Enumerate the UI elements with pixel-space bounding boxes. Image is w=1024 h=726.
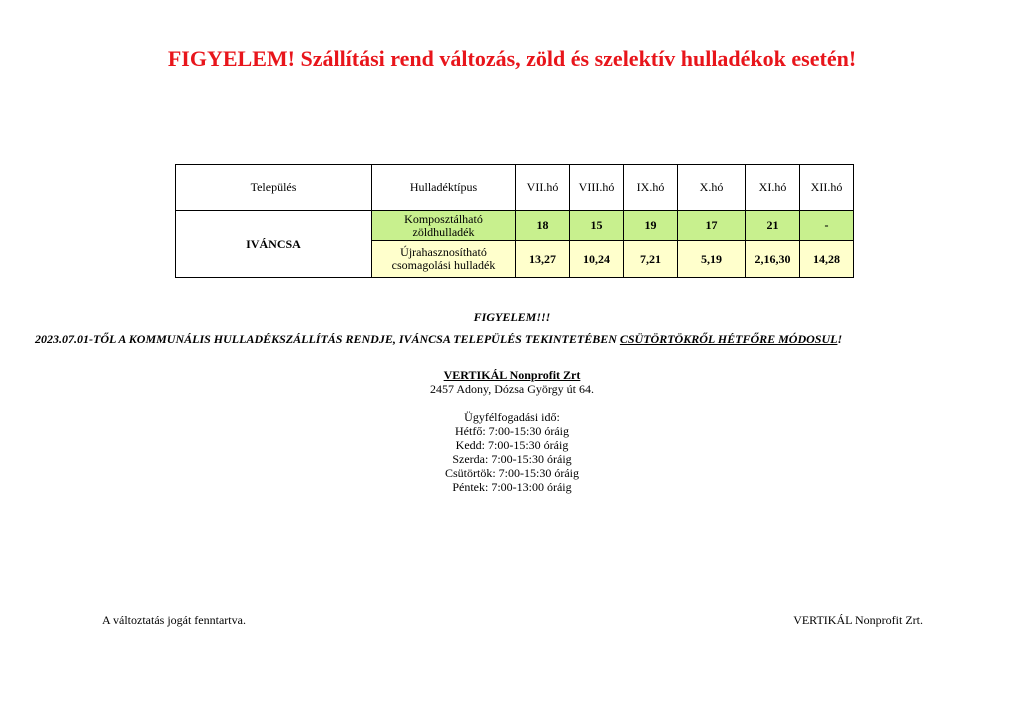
- company-block: [0, 368, 1024, 396]
- header-city: Település: [176, 165, 372, 211]
- office-hours-title: Ügyfélfogadási idő:: [464, 410, 560, 424]
- office-hours-day: Kedd: 7:00-15:30 óráig: [455, 438, 569, 452]
- footer-company: VERTIKÁL Nonprofit Zrt.: [793, 613, 923, 627]
- value-cell: 14,28: [800, 241, 854, 278]
- table-row: [176, 211, 854, 241]
- value-cell: 7,21: [624, 241, 678, 278]
- header-month: XI.hó: [746, 165, 800, 211]
- footer-disclaimer: A változtatás jogát fenntartva.: [102, 613, 246, 627]
- company-name: VERTIKÁL Nonprofit Zrt: [443, 368, 581, 382]
- value-cell: 13,27: [516, 241, 570, 278]
- notice-heading: FIGYELEM!!!: [473, 310, 551, 324]
- value-cell: -: [800, 211, 854, 241]
- value-cell: 15: [570, 211, 624, 241]
- header-month: XII.hó: [800, 165, 854, 211]
- header-month: IX.hó: [624, 165, 678, 211]
- header-waste-type: Hulladéktípus: [372, 165, 516, 211]
- waste-type-cell: Komposztálható zöldhulladék: [372, 211, 516, 241]
- notice-text: [35, 332, 1015, 347]
- waste-type-cell: Újrahasznosítható csomagolási hulladék: [372, 241, 516, 278]
- notice-text-underlined: CSÜTÖRTÖKRŐL HÉTFŐRE MÓDOSUL: [619, 332, 838, 346]
- office-hours-day: Szerda: 7:00-15:30 óráig: [452, 452, 572, 466]
- office-hours-day: Csütörtök: 7:00-15:30 óráig: [445, 466, 579, 480]
- header-month: VII.hó: [516, 165, 570, 211]
- notice-text-prefix: 2023.07.01-TŐL A KOMMUNÁLIS HULLADÉKSZÁLLÍTÁS RENDJE, IVÁNCSA TELEPÜLÉS TEKINTETÉBEN: [35, 332, 620, 346]
- value-cell: 21: [746, 211, 800, 241]
- notice-text-suffix: !: [837, 332, 843, 346]
- table-header-row: [176, 165, 854, 211]
- value-cell: 2,16,30: [746, 241, 800, 278]
- value-cell: 17: [678, 211, 746, 241]
- header-month: VIII.hó: [570, 165, 624, 211]
- value-cell: 18: [516, 211, 570, 241]
- value-cell: 5,19: [678, 241, 746, 278]
- office-hours-day: Hétfő: 7:00-15:30 óráig: [455, 424, 569, 438]
- office-hours-day: Péntek: 7:00-13:00 óráig: [452, 480, 572, 494]
- page-title: FIGYELEM! Szállítási rend változás, zöld és szelektív hulladékok esetén!: [167, 46, 857, 71]
- company-address: 2457 Adony, Dózsa György út 64.: [430, 382, 594, 396]
- office-hours: [0, 410, 1024, 494]
- city-cell: IVÁNCSA: [176, 211, 372, 278]
- schedule-table: [175, 164, 854, 278]
- header-month: X.hó: [678, 165, 746, 211]
- value-cell: 10,24: [570, 241, 624, 278]
- value-cell: 19: [624, 211, 678, 241]
